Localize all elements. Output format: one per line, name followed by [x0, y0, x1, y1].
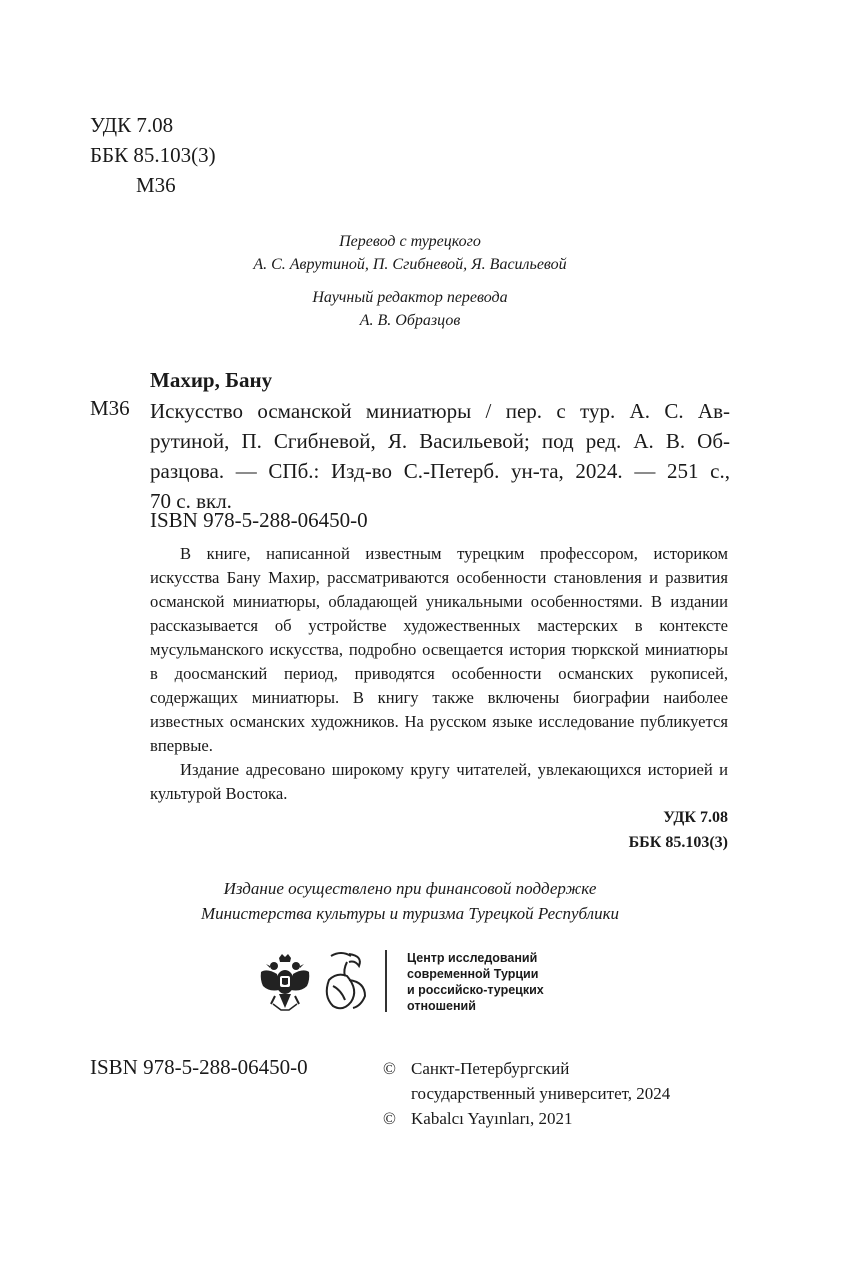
translation-credits	[0, 230, 820, 276]
udk-code-bottom: УДК 7.08	[663, 809, 728, 826]
copyright-symbol: ©	[383, 1109, 396, 1128]
bbk-code-bottom: ББК 85.103(3)	[628, 834, 728, 851]
translation-label: Перевод с турецкого	[339, 233, 481, 250]
support-line: Издание осуществлено при финансовой поддержке	[223, 879, 597, 898]
isbn-imprint: ISBN 978-5-288-06450-0	[90, 1055, 308, 1079]
copyright-block	[383, 1056, 670, 1131]
author-sign: М36	[136, 173, 176, 197]
center-line: современной Турции	[407, 967, 539, 981]
classification-codes-bottom	[629, 805, 728, 855]
logos-row	[255, 948, 585, 1018]
copyright-holder: Kabalcı Yayınları, 2021	[411, 1109, 573, 1128]
copyright-holder: Санкт-Петербургский	[411, 1059, 570, 1078]
tulip-icon	[319, 950, 371, 1014]
translators: А. С. Аврутиной, П. Сгибневой, Я. Васильевой	[253, 256, 567, 273]
biblio-line: рутиной, П. Сгибневой, Я. Васильевой; под ред. А. В. Об-	[150, 429, 730, 453]
classification-codes-top	[90, 110, 216, 200]
abstract-paragraph: Издание адресовано широкому кругу читателей, увлекающихся историей и культурой Востока.	[150, 760, 728, 803]
biblio-line: разцова. — СПб.: Изд-во С.-Петерб. ун-та, 2024. — 251 с.,	[150, 459, 730, 483]
biblio-line: 70 с. вкл.	[150, 489, 232, 513]
bibliographic-description	[150, 396, 730, 516]
copyright-row	[383, 1106, 670, 1131]
udk-code: УДК 7.08	[90, 113, 174, 137]
editor-credits	[0, 286, 820, 332]
copyright-symbol: ©	[383, 1059, 396, 1078]
center-line: и российско-турецких	[407, 983, 544, 997]
center-line: Центр исследований	[407, 951, 538, 965]
author-heading: Махир, Бану	[150, 368, 273, 392]
abstract	[150, 542, 728, 806]
center-line: отношений	[407, 999, 476, 1013]
logo-divider	[385, 950, 387, 1012]
editor-name: А. В. Образцов	[359, 312, 461, 329]
copyright-holder-cont: государственный университет, 2024	[411, 1084, 671, 1103]
research-center-name	[407, 950, 544, 1014]
abstract-paragraph: В книге, написанной известным турецким профессором, историком искусства Бану Махир, рассматриваются особенности становления и развития османской миниатюры, обладающей уникальными особенностями. В издании рассказывается об устройстве художественных мастерских в контексте мусульманского искусства, подробно освещается история тюркской миниатюры в доосманский период, приводятся особенности османских рукописей, содержащих миниатюры. В книгу также включены биографии наиболее известных османских художников. На русском языке исследование публикуется впервые.	[150, 544, 728, 755]
bibliography-author-sign: М36	[90, 396, 130, 420]
double-headed-eagle-icon	[257, 952, 313, 1014]
support-line: Министерства культуры и туризма Турецкой Республики	[200, 904, 620, 923]
biblio-line: Искусство османской миниатюры / пер. с тур. А. С. Ав-	[150, 399, 730, 423]
financial-support-note	[0, 876, 820, 926]
bbk-code: ББК 85.103(3)	[90, 143, 216, 167]
copyright-row	[383, 1056, 670, 1081]
isbn-record: ISBN 978-5-288-06450-0	[150, 508, 368, 532]
editor-label: Научный редактор перевода	[312, 289, 508, 306]
